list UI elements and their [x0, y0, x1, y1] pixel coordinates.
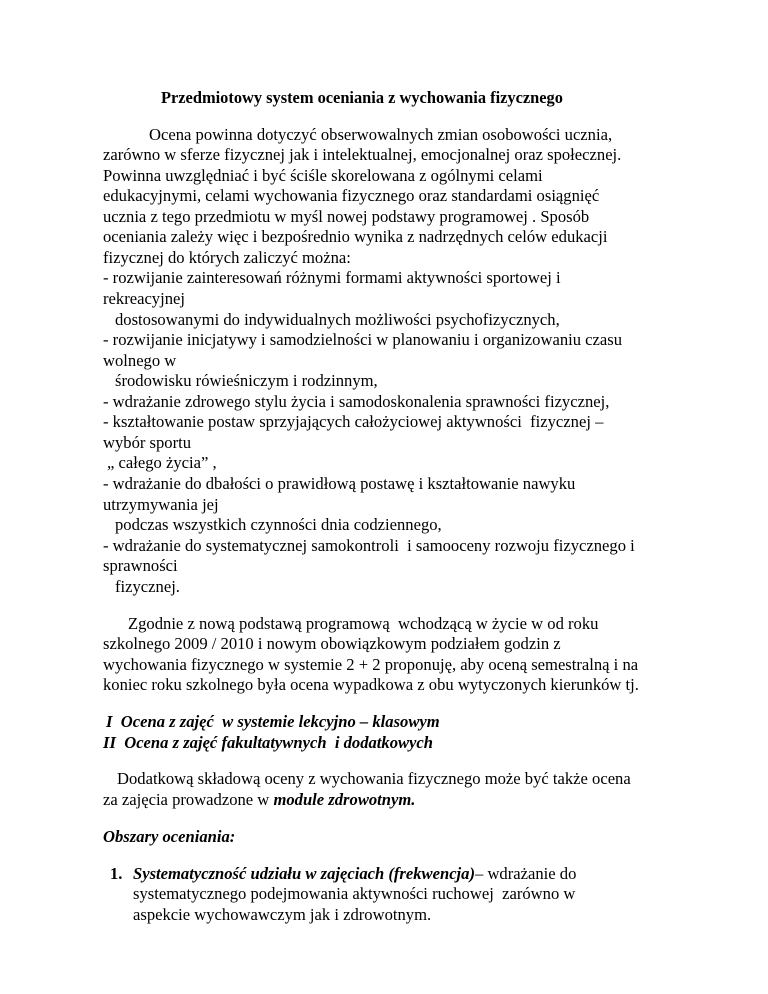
text-line: „ całego życia” ,: [107, 453, 217, 472]
list-item: - wdrażanie zdrowego stylu życia i samodoskonalenia sprawności fizycznej,: [103, 392, 610, 411]
text-line: aspekcie wychowawczym jak i zdrowotnym.: [133, 905, 432, 924]
direction-item: II Ocena z zajęć fakultatywnych i dodatkowych: [103, 733, 434, 752]
list-number: 1.: [110, 864, 123, 883]
health-module-emphasis: module zdrowotnym.: [273, 790, 416, 809]
text-line: środowisku rówieśniczym i rodzinnym,: [115, 371, 378, 390]
text-line: sprawności: [103, 556, 178, 575]
text-line: rekreacyjnej: [103, 289, 185, 308]
text-line: ucznia z tego przedmiotu w myśl nowej podstawy programowej . Sposób: [103, 207, 590, 226]
text-line: utrzymywania jej: [103, 495, 219, 514]
text-line: dostosowanymi do indywidualnych możliwości psychofizycznych,: [115, 310, 560, 329]
text-line: fizycznej.: [115, 577, 180, 596]
text-line: oceniania zależy więc i bezpośrednio wynika z nadrzędnych celów edukacji: [103, 227, 608, 246]
list-item: [133, 864, 576, 884]
list-item: - kształtowanie postaw sprzyjających całożyciowej aktywności fizycznej –: [103, 412, 604, 431]
text-line: [103, 790, 415, 810]
text-line: zarówno w sferze fizycznej jak i intelektualnej, emocjonalnej oraz społecznej.: [103, 145, 622, 164]
text-line: Powinna uwzględniać i być ściśle skorelowana z ogólnymi celami: [103, 166, 543, 185]
text-line: koniec roku szkolnego była ocena wypadkowa z obu wytyczonych kierunków tj.: [103, 675, 639, 694]
section-heading: Obszary oceniania:: [103, 827, 236, 846]
area-label: Systematyczność udziału w zajęciach (frekwencja): [133, 864, 475, 883]
text-line: podczas wszystkich czynności dnia codziennego,: [115, 515, 442, 534]
text-line: fizycznej do których zaliczyć można:: [103, 248, 351, 267]
text-line: Ocena powinna dotyczyć obserwowalnych zmian osobowości ucznia,: [149, 125, 613, 144]
list-item: - wdrażanie do systematycznej samokontroli i samooceny rozwoju fizycznego i: [103, 536, 635, 555]
list-item: - wdrażanie do dbałości o prawidłową postawę i kształtowanie nawyku: [103, 474, 576, 493]
text-line: szkolnego 2009 / 2010 i nowym obowiązkowym podziałem godzin z: [103, 634, 561, 653]
list-item: - rozwijanie inicjatywy i samodzielności w planowaniu i organizowaniu czasu: [103, 330, 623, 349]
text-line: Dodatkową składową oceny z wychowania fizycznego może być także ocena: [117, 769, 631, 788]
list-item: - rozwijanie zainteresowań różnymi formami aktywności sportowej i: [103, 268, 561, 287]
text-line: Zgodnie z nową podstawą programową wchodzącą w życie w od roku: [128, 614, 599, 633]
text-line: edukacyjnymi, celami wychowania fizycznego oraz standardami osiągnięć: [103, 186, 600, 205]
text-span: – wdrażanie do: [475, 864, 577, 883]
direction-item: I Ocena z zajęć w systemie lekcyjno – klasowym: [106, 712, 440, 731]
text-span: za zajęcia prowadzone w: [103, 790, 274, 809]
text-line: wybór sportu: [103, 433, 192, 452]
text-line: wolnego w: [103, 351, 177, 370]
text-line: systematycznego podejmowania aktywności ruchowej zarówno w: [133, 884, 576, 903]
text-line: wychowania fizycznego w systemie 2 + 2 proponuję, aby oceną semestralną i na: [103, 655, 639, 674]
page-title: Przedmiotowy system oceniania z wychowania fizycznego: [161, 88, 563, 107]
